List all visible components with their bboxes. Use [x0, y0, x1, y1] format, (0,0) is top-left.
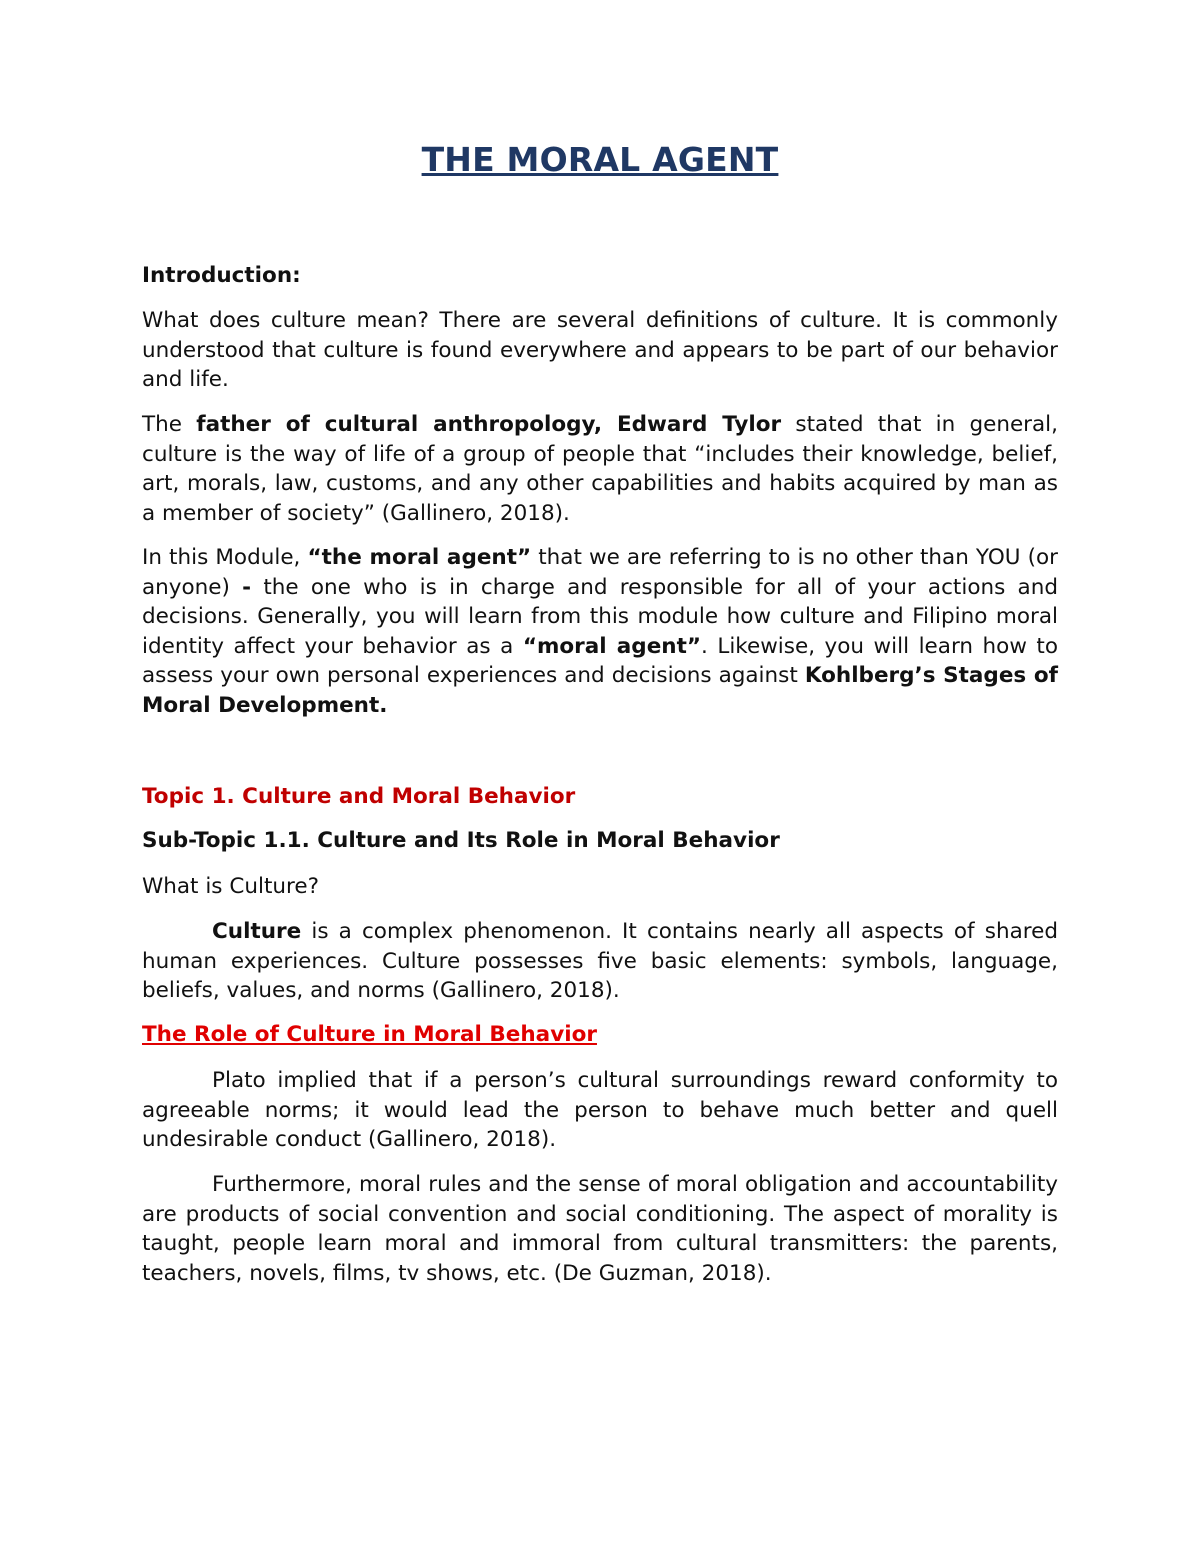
p3-bold-moral-agent: “the moral agent”: [307, 545, 532, 570]
p2-text-a: The: [142, 412, 197, 437]
p4-bold-culture: Culture: [212, 919, 302, 944]
intro-paragraph-3: [142, 543, 1058, 721]
p3-bold-moral-agent-2: “moral agent”: [522, 633, 701, 659]
culture-definition-paragraph: [142, 917, 1058, 1006]
morality-taught-paragraph: Furthermore, moral rules and the sense of moral obligation and accountability are products of social convention and social conditioning. The aspect of morality is taught, people learn moral and immoral from cultural transmitters: the parents, teachers, novels, films, tv shows, etc. (De Guzman, 2018).: [142, 1172, 1058, 1286]
p3-text-a: In this Module,: [142, 545, 308, 570]
intro-paragraph-1: What does culture mean? There are several definitions of culture. It is commonly understood that culture is found everywhere and appears to be part of our behavior and life.: [142, 308, 1058, 393]
p3-text-g: . Likewise, you will learn how to assess your own personal experiences and decisions against: [142, 633, 1059, 689]
role-of-culture-heading: The Role of Culture in Moral Behavior: [142, 1022, 597, 1047]
p3-text-e: the one who is in charge and responsible for all of your actions and decisions. Generally, you will learn from this module how culture and Filipino moral identity affect your behavior as a: [142, 574, 1058, 659]
p2-bold-tylor: father of cultural anthropology, Edward Tylor: [196, 412, 782, 437]
topic-1-heading: Topic 1. Culture and Moral Behavior: [142, 784, 576, 809]
p3-bold-dash: -: [242, 574, 252, 600]
p2-text-c: stated that in general, culture is the way of life of a group of people that “includes their knowledge, belief, art, morals, law, customs, and any other capabilities and habits acquired by man as a member of society” (Gallinero, 2018).: [142, 412, 1058, 526]
plato-paragraph: Plato implied that if a person’s cultural surroundings reward conformity to agreeable norms; it would lead the person to behave much better and quell undesirable conduct (Gallinero, 2018).: [142, 1068, 1058, 1153]
document-title: THE MORAL AGENT: [421, 140, 779, 179]
p3-text-c: that we are referring to is no other than YOU (or anyone): [142, 545, 1059, 600]
introduction-heading: Introduction:: [142, 263, 301, 288]
intro-paragraph-2: [142, 410, 1058, 528]
p4-text-b: is a complex phenomenon. It contains nearly all aspects of shared human experiences. Culture possesses five basic elements: symbols, language, beliefs, values, and norms (Gallinero, 2018).: [142, 919, 1058, 1004]
what-is-culture-question: What is Culture?: [142, 874, 320, 899]
subtopic-heading: Sub-Topic 1.1. Culture and Its Role in Moral Behavior: [142, 828, 780, 853]
p3-bold-kohlberg: Kohlberg’s Stages of Moral Development.: [142, 663, 1058, 718]
